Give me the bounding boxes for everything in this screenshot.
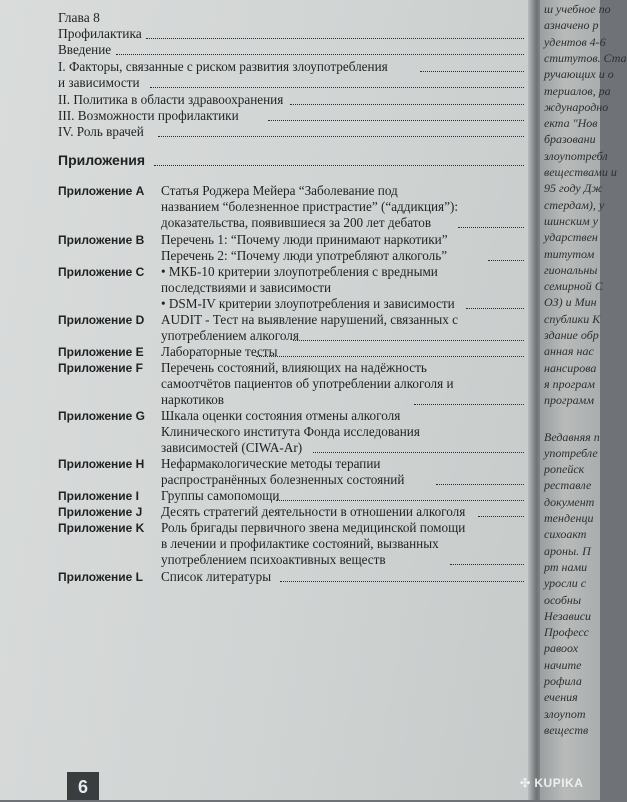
leader-dots <box>276 500 524 501</box>
page-fragment-text: нансирова <box>544 360 597 375</box>
page-fragment-text: бразовани <box>544 132 596 147</box>
page-fragment-text: удентов 4-6 <box>544 34 606 49</box>
page-fragment-text: начите <box>544 657 582 672</box>
appendix-line <box>161 488 279 503</box>
leader-dots <box>293 340 524 341</box>
appendix-label-text: Приложение L <box>58 570 143 584</box>
toc-text: Перечень 2: “Почему люди употребляют алкоголь” <box>161 248 448 263</box>
toc-text: II. Политика в области здравоохранения <box>58 92 284 107</box>
leader-dots <box>414 404 524 405</box>
toc-text: Лабораторные тесты <box>161 344 278 359</box>
page-fragment-text: равоох <box>544 641 579 656</box>
appendix-line <box>161 440 302 455</box>
chapter-item <box>58 92 283 107</box>
leader-dots <box>436 484 524 485</box>
leader-dots <box>154 165 524 166</box>
appendix-line <box>161 456 380 471</box>
toc-text: названием “болезненное пристрастие” (“аддикция”): <box>161 199 459 214</box>
toc-text: зависимостей (CIWA-Ar) <box>161 440 303 455</box>
leader-dots <box>478 516 524 517</box>
page-fragment-text: Ведавняя п <box>544 429 600 444</box>
page-fragment-text: здание обр <box>544 328 599 342</box>
page-fragment-text: екта "Нов <box>544 116 598 131</box>
page-fragment-text: ударствен <box>544 230 598 245</box>
page-fragment-text: азначено р <box>544 18 599 33</box>
appendix-line <box>161 199 458 214</box>
page-fragment-text: злоупотребл <box>544 148 608 163</box>
appendix-line <box>161 392 224 407</box>
page-fragment-text: веществами и <box>544 165 617 179</box>
toc-text: • МКБ-10 критерии злоупотребления с вредными <box>161 264 438 279</box>
toc-text: Нефармакологические методы терапии <box>161 456 381 471</box>
toc-text: распространённых болезненных состояний <box>161 472 405 487</box>
leader-dots <box>158 136 524 137</box>
page-fragment-text: гиональны <box>544 262 598 277</box>
watermark-logo: ✣ KUPIKA <box>520 776 584 790</box>
page-fragment-text: титутом <box>544 246 595 261</box>
appendix-label-text: Приложение D <box>58 313 145 327</box>
appendix-label-text: Приложение G <box>58 409 145 423</box>
toc-text: доказательства, появившиеся за 200 лет дебатов <box>161 215 432 230</box>
page-fragment-text: семирной С <box>544 279 603 294</box>
toc-text: Шкала оценки состояния отмены алкоголя <box>161 408 401 423</box>
toc-text: I. Факторы, связанные с риском развития злоупотребления <box>58 59 388 74</box>
toc-text: III. Возможности профилактики <box>58 108 239 123</box>
appendix-line <box>161 424 420 439</box>
appendix-line <box>161 552 386 567</box>
page-fragment-text: териалов, ра <box>544 83 611 98</box>
appendix-label-text: Приложение H <box>58 457 145 471</box>
page-fragment-text: реставле <box>544 478 592 493</box>
toc-text: IV. Роль врачей <box>58 124 144 139</box>
appendix-line <box>161 280 331 295</box>
toc-text: Перечень состояний, влияющих на надёжность <box>161 360 427 375</box>
appendix-label-text: Приложение J <box>58 505 143 519</box>
appendix-line <box>161 264 438 279</box>
page-fragment-text: ароны. П <box>544 543 591 558</box>
page-fragment-text: рофила <box>544 674 582 688</box>
appendix-line <box>161 408 400 423</box>
appendices-title <box>58 153 145 168</box>
chapter-item <box>58 75 140 90</box>
toc-text: последствиями и зависимости <box>161 280 332 295</box>
appendix-line <box>161 376 454 391</box>
page-fragment-text: документ <box>544 494 595 509</box>
chapter-title <box>58 26 142 41</box>
chapter-item <box>58 59 388 74</box>
page-fragment-text: анная нас <box>544 344 594 359</box>
appendix-line <box>161 183 398 198</box>
page-fragment-text: злоупот <box>544 706 586 721</box>
page-fragment-text: ручающих и о <box>544 67 614 82</box>
appendix-line <box>161 296 455 311</box>
toc-text: употреблением алкоголя <box>161 328 299 343</box>
page-fragment-text: особны <box>544 592 581 607</box>
leader-dots <box>420 71 524 72</box>
chapter-item <box>58 42 111 57</box>
appendix-line <box>161 248 447 263</box>
leader-dots <box>116 54 524 55</box>
page-fragment-text: употребле <box>544 445 598 460</box>
leader-dots <box>150 87 524 88</box>
page-fragment-text: ропейск <box>544 462 585 477</box>
leader-dots <box>280 581 524 582</box>
page-fragment-text: ОЗ) и Мин <box>544 295 597 310</box>
page-fragment-text: ститутов. Ста <box>544 50 627 65</box>
leader-dots <box>458 227 524 228</box>
appendix-label-text: Приложение K <box>58 521 145 535</box>
appendix-label-text: Приложение C <box>58 265 145 279</box>
toc-text: Введение <box>58 42 112 57</box>
appendix-line <box>161 520 465 535</box>
leader-dots <box>450 564 524 565</box>
toc-text: Роль бригады первичного звена медицинской помощи <box>161 520 466 535</box>
toc-text: Статья Роджера Мейера “Заболевание под <box>161 183 398 198</box>
appendix-label-text: Приложение A <box>58 184 145 198</box>
page-fragment-text: рт нами <box>544 559 588 574</box>
appendix-label-text: Приложение F <box>58 361 143 375</box>
leader-dots <box>268 120 524 121</box>
page-fragment-text: уросли с <box>544 576 587 591</box>
page-fragment-text: веществ <box>544 722 589 737</box>
leader-dots <box>466 308 524 309</box>
appendix-line <box>161 360 427 375</box>
page-fragment-text: Професс <box>544 625 590 640</box>
appendix-line <box>161 312 458 327</box>
page-fragment-text: стердам), у <box>544 197 605 212</box>
appendix-line <box>161 569 271 584</box>
chapter-item <box>58 124 144 139</box>
leader-dots <box>146 38 524 39</box>
page-fragment-text: я програм <box>544 376 595 391</box>
page-fragment-text: ечения <box>544 690 578 705</box>
toc-text: употреблением психоактивных веществ <box>161 552 386 567</box>
appendix-line <box>161 472 404 487</box>
toc-text: и зависимости <box>58 75 140 90</box>
toc-text: самоотчётов пациентов об употреблении алкоголя и <box>161 376 454 391</box>
chapter-item <box>58 108 239 123</box>
appendix-line <box>161 504 465 519</box>
appendix-line <box>161 536 439 551</box>
appendix-line <box>161 328 299 343</box>
toc-text: • DSM-IV критерии злоупотребления и зависимости <box>161 296 455 311</box>
page-fragment-text: программ <box>544 393 594 408</box>
leader-dots <box>488 260 524 261</box>
page-fragment-text: тенденци <box>544 511 594 525</box>
toc-text: Приложения <box>58 152 146 168</box>
leader-dots <box>256 356 524 357</box>
appendix-label-text: Приложение I <box>58 489 139 503</box>
page-fragment-text: шинским у <box>544 213 598 228</box>
page-fragment-text: 95 году Дж <box>544 181 603 196</box>
toc-text: AUDIT - Тест на выявление нарушений, связанных с <box>161 312 458 327</box>
chapter-number <box>58 10 100 25</box>
leader-dots <box>290 104 524 105</box>
toc-text: Перечень 1: “Почему люди принимают наркотики” <box>161 232 448 247</box>
toc-text: Список литературы <box>161 569 272 584</box>
page-fragment-text: спублики К <box>544 311 601 326</box>
page-fragment-text: сихоакт <box>544 527 587 542</box>
appendix-label-text: Приложение B <box>58 233 145 247</box>
toc-text: Профилактика <box>58 26 142 41</box>
page-number: 6 <box>67 772 99 800</box>
appendix-line <box>161 232 448 247</box>
toc-text: в лечении и профилактике состояний, вызванных <box>161 536 439 551</box>
appendix-label-text: Приложение E <box>58 345 144 359</box>
leader-dots <box>313 452 524 453</box>
appendix-line <box>161 215 431 230</box>
toc-text: наркотиков <box>161 392 225 407</box>
toc-text: Группы самопомощи <box>161 488 280 503</box>
adjacent-page-fragment <box>540 0 627 800</box>
page-fragment-text: Независи <box>544 608 592 623</box>
toc-text: Десять стратегий деятельности в отношении алкоголя <box>161 504 466 519</box>
toc-text: Клинического института Фонда исследования <box>161 424 420 439</box>
page-fragment-text: ш учебное по <box>544 2 611 16</box>
page-fragment-text: ждународно <box>544 99 609 114</box>
toc-text: Глава 8 <box>58 10 100 25</box>
